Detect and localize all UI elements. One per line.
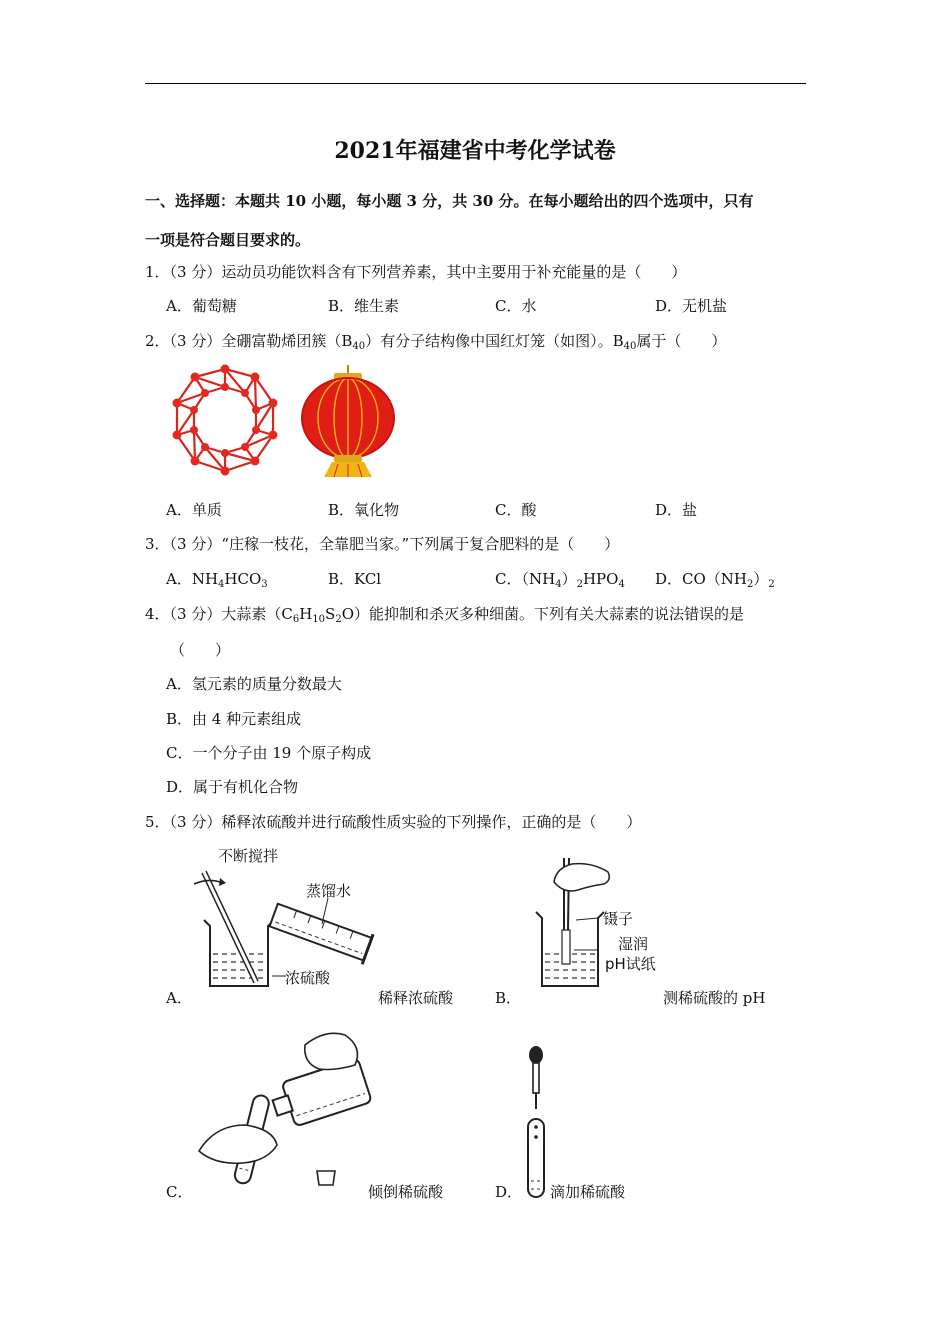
- q4-option-d: D．属于有机化合物: [166, 778, 299, 796]
- q3-option-d: D．$CO(NH_2)_2$: [655, 570, 775, 590]
- q1-stem: 1．（3 分）运动员功能饮料含有下列营养素，其中主要用于补充能量的是（ ）: [145, 263, 687, 281]
- fig-b-label-moist: 湿润: [618, 935, 649, 953]
- q5-option-d-letter: D．: [495, 1183, 523, 1201]
- q4-stem-paren: （ ）: [170, 641, 231, 659]
- q3-option-b: B．KCl: [328, 570, 382, 588]
- fig-a-label-acid: 浓硫酸: [285, 969, 331, 987]
- q3-option-a: A．$NH_4HCO_3$: [166, 570, 268, 590]
- q3-stem: 3．（3 分）“庄稼一枝花，全靠肥当家。”下列属于复合肥料的是（ ）: [145, 535, 620, 553]
- q2-stem: 2．（3 分）全硼富勒烯团簇$(B_{40})$有分子结构像中国红灯笼（如图）。$B_{40}$属于（ ）: [145, 332, 727, 352]
- q2-option-b: B．氧化物: [328, 501, 400, 519]
- q2-option-c: C．酸: [495, 501, 537, 519]
- page-title: 2021年福建省中考化学试卷: [334, 138, 616, 164]
- q4-option-b: B．由 4 种元素组成: [166, 710, 302, 728]
- q5-option-c-letter: C．: [166, 1183, 193, 1201]
- red-lantern-image: [298, 365, 398, 477]
- figure-c-pouring-diagram: [195, 1025, 375, 1195]
- q5-option-b-letter: B．: [495, 989, 522, 1007]
- fig-b-label-tweezers: 镊子: [603, 910, 634, 928]
- section-heading-line1: 一、选择题：本题共 10 小题，每小题 3 分，共 30 分。在每小题给出的四个选项中，只有: [145, 192, 754, 210]
- q5-option-d-caption: 滴加稀硫酸: [550, 1183, 626, 1201]
- q2-option-d: D．盐: [655, 501, 698, 519]
- header-rule: [145, 83, 806, 84]
- section-heading-line2: 一项是符合题目要求的。: [145, 231, 311, 249]
- q2-option-a: A．单质: [166, 501, 222, 519]
- fig-a-label-water: 蒸馏水: [306, 882, 352, 900]
- fig-a-label-stir: 不断搅拌: [218, 847, 279, 865]
- q5-option-a-caption: 稀释浓硫酸: [378, 989, 454, 1007]
- q5-option-a-letter: A．: [166, 989, 192, 1007]
- q3-option-c: C．$(NH_4)_2HPO_4$: [495, 570, 625, 590]
- q5-stem: 5．（3 分）稀释浓硫酸并进行硫酸性质实验的下列操作，正确的是（ ）: [145, 813, 642, 831]
- fig-b-label-ph-paper: pH试纸: [605, 955, 656, 973]
- q1-option-c: C．水: [495, 297, 537, 315]
- boron-cluster-image: [170, 365, 280, 475]
- q4-option-c: C．一个分子由 19 个原子构成: [166, 744, 372, 762]
- q4-stem: 4．（3 分）大蒜素$(C_6H_{10}S_2O)$能抑制和杀灭多种细菌。下列有关大蒜素的说法错误的是: [145, 605, 745, 625]
- q1-option-a: A．葡萄糖: [166, 297, 237, 315]
- q1-option-d: D．无机盐: [655, 297, 728, 315]
- q5-option-c-caption: 倾倒稀硫酸: [368, 1183, 444, 1201]
- figure-d-dropper-diagram: [520, 1045, 560, 1200]
- q5-option-b-caption: 测稀硫酸的 pH: [663, 989, 766, 1007]
- q1-option-b: B．维生素: [328, 297, 400, 315]
- q4-option-a: A．氢元素的质量分数最大: [166, 675, 342, 693]
